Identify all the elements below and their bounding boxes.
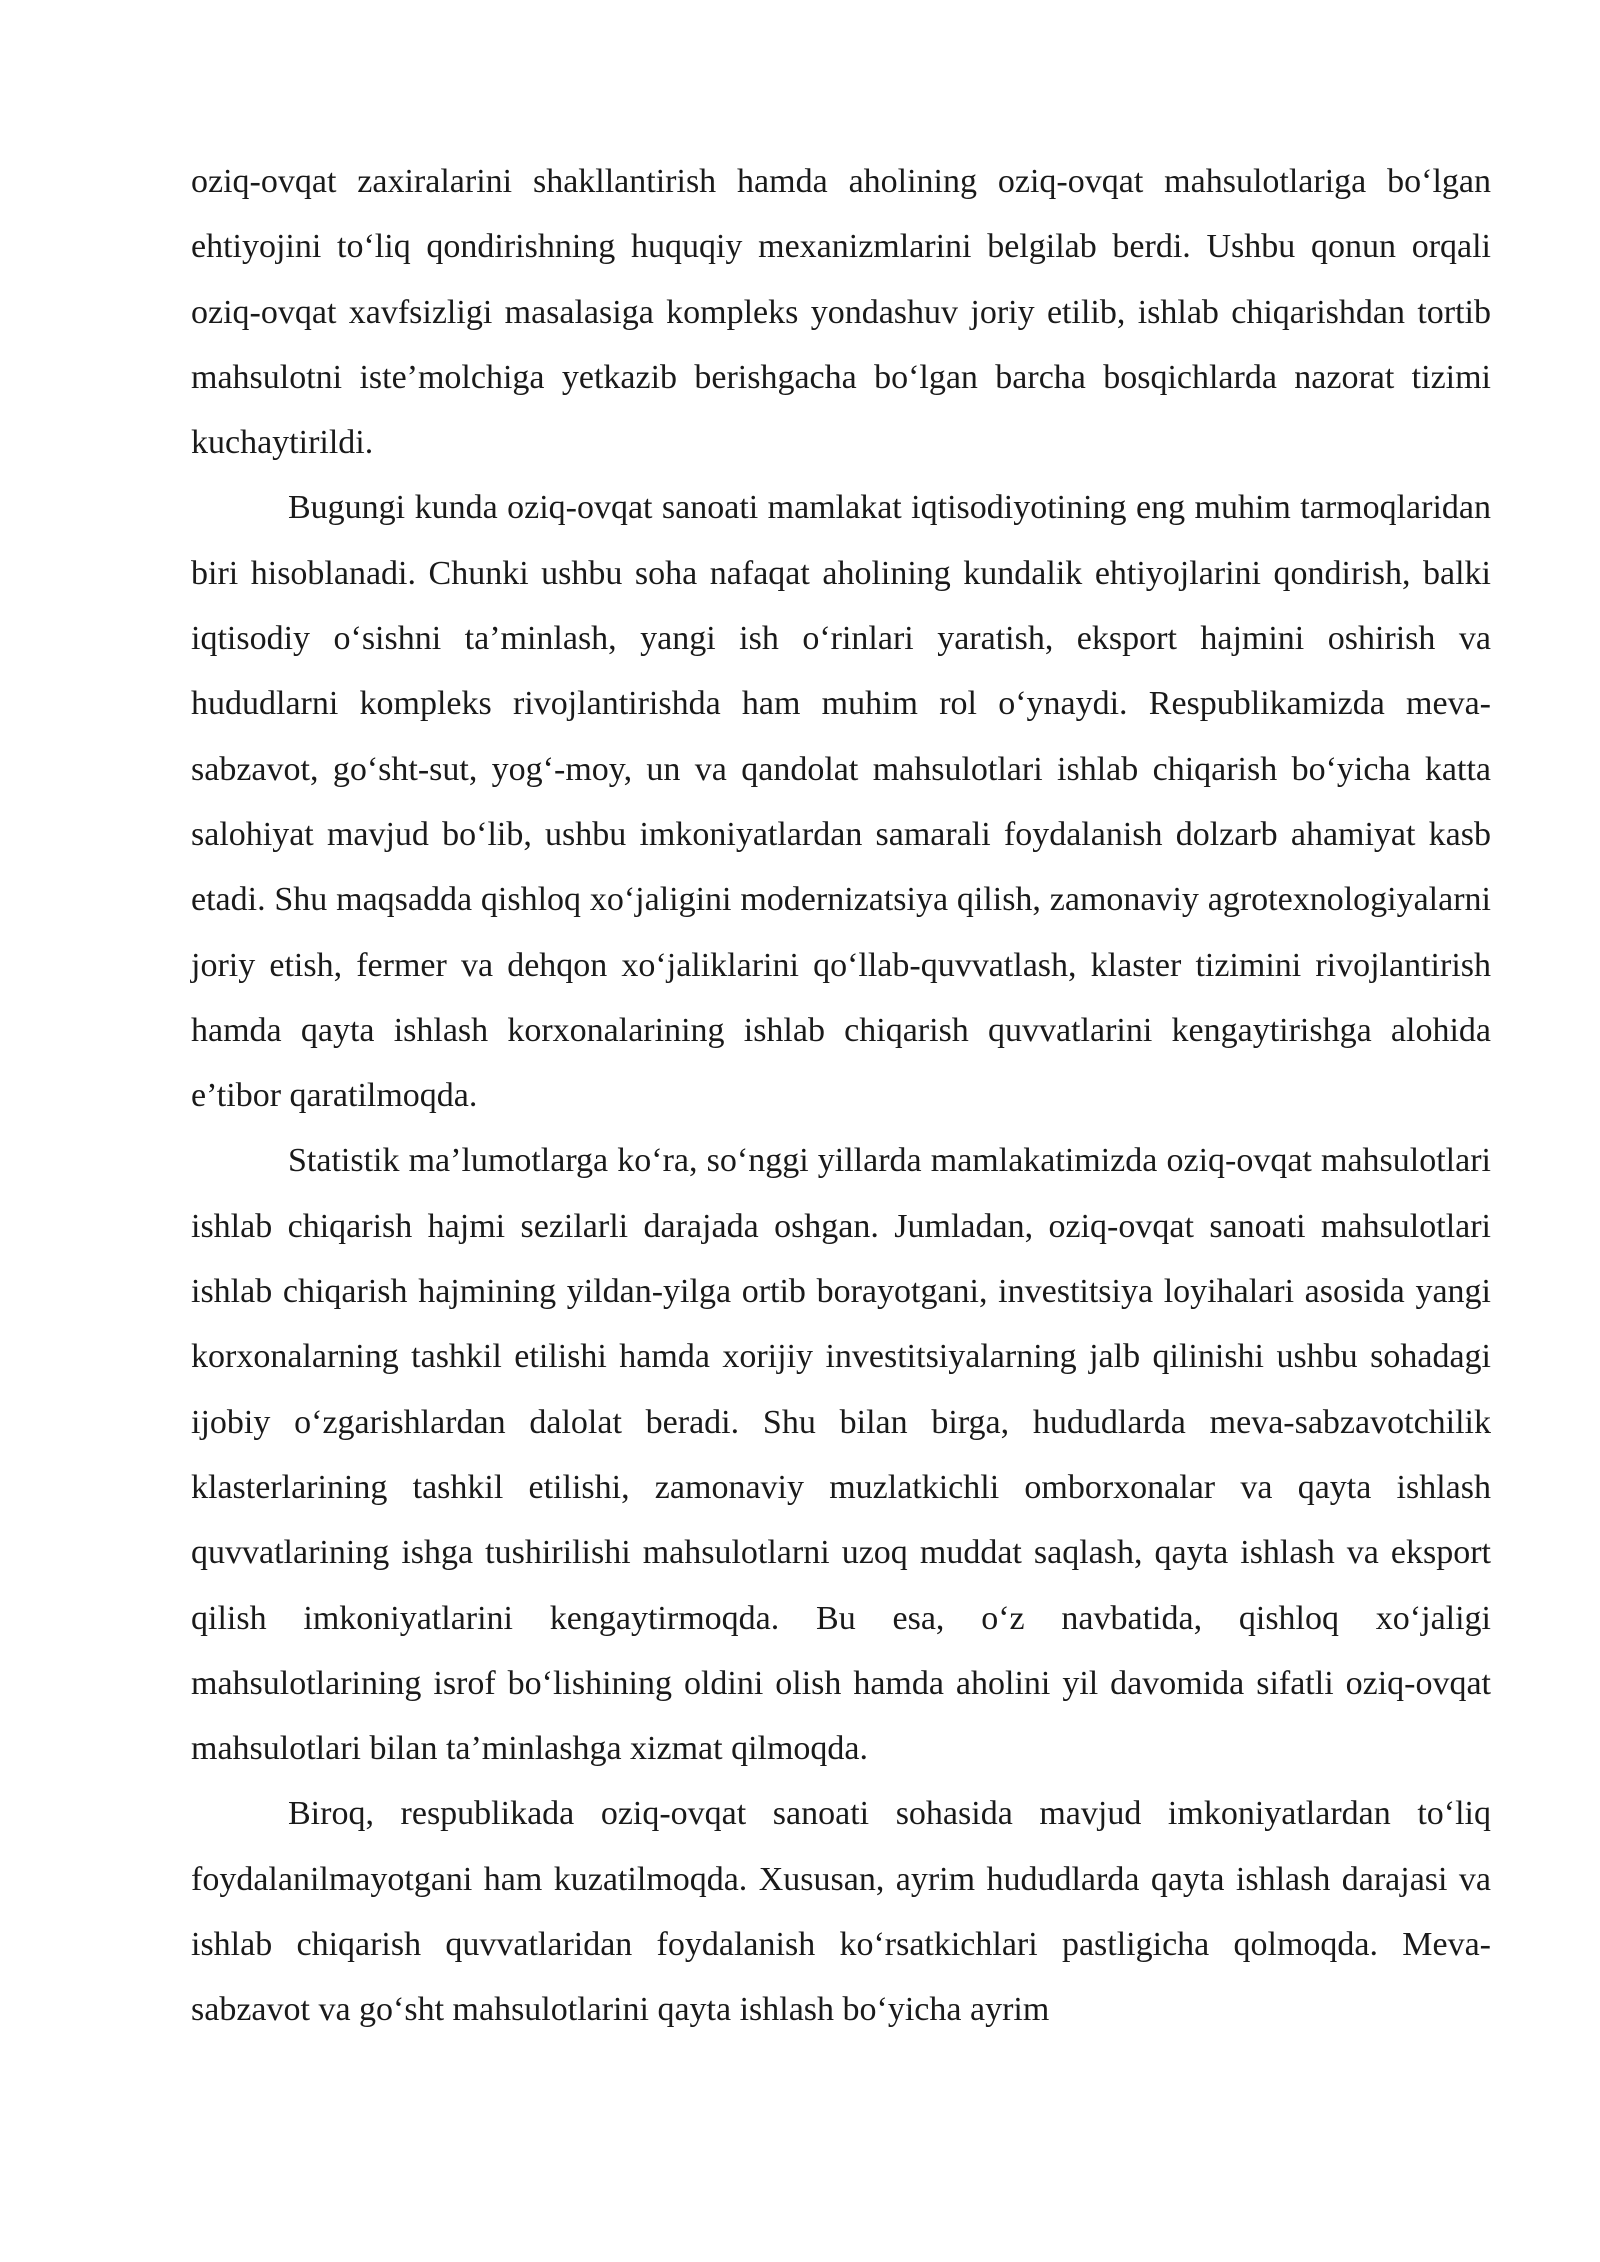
document-body <box>191 149 1491 2043</box>
paragraph-challenges: Biroq, respublikada oziq-ovqat sanoati sohasida mavjud imkoniyatlardan to‘liq foydalanilmayotgani ham kuzatilmoqda. Xususan, ayrim hududlarda qayta ishlash darajasi va ishlab chiqarish quvvatlaridan foydalanish ko‘rsatkichlari pastligicha qolmoqda. Meva-sabzavot va go‘sht mahsulotlarini qayta ishlash bo‘yicha ayrim <box>191 1795 1491 2029</box>
paragraph-food-industry: Bugungi kunda oziq-ovqat sanoati mamlakat iqtisodiyotining eng muhim tarmoqlaridan biri hisoblanadi. Chunki ushbu soha nafaqat aholining kundalik ehtiyojlarini qondirish, balki iqtisodiy o‘sishni ta’minlash, yangi ish o‘rinlari yaratish, eksport hajmini oshirish va hududlarni kompleks rivojlantirishda ham muhim rol o‘ynaydi. Respublikamizda meva-sabzavot, go‘sht-sut, yog‘-moy, un va qandolat mahsulotlari ishlab chiqarish bo‘yicha katta salohiyat mavjud bo‘lib, ushbu imkoniyatlardan samarali foydalanish dolzarb ahamiyat kasb etadi. Shu maqsadda qishloq xo‘jaligini modernizatsiya qilish, zamonaviy agrotexnologiyalarni joriy etish, fermer va dehqon xo‘jaliklarini qo‘llab-quvvatlash, klaster tizimini rivojlantirish hamda qayta ishlash korxonalarining ishlab chiqarish quvvatlarini kengaytirishga alohida e’tibor qaratilmoqda. <box>191 489 1491 1115</box>
paragraph-statistics: Statistik ma’lumotlarga ko‘ra, so‘nggi yillarda mamlakatimizda oziq-ovqat mahsulotlari ishlab chiqarish hajmi sezilarli darajada oshgan. Jumladan, oziq-ovqat sanoati mahsulotlari ishlab chiqarish hajmining yildan-yilga ortib borayotgani, investitsiya loyihalari asosida yangi korxonalarning tashkil etilishi hamda xorijiy investitsiyalarning jalb qilinishi ushbu sohadagi ijobiy o‘zgarishlardan dalolat beradi. Shu bilan birga, hududlarda meva-sabzavotchilik klasterlarining tashkil etilishi, zamonaviy muzlatkichli omborxonalar va qayta ishlash quvvatlarining ishga tushirilishi mahsulotlarni uzoq muddat saqlash, qayta ishlash va eksport qilish imkoniyatlarini kengaytirmoqda. Bu esa, o‘z navbatida, qishloq xo‘jaligi mahsulotlarining isrof bo‘lishining oldini olish hamda aholini yil davomida sifatli oziq-ovqat mahsulotlari bilan ta’minlashga xizmat qilmoqda. <box>191 1142 1491 1768</box>
paragraph-continued: oziq-ovqat zaxiralarini shakllantirish hamda aholining oziq-ovqat mahsulotlariga bo‘lgan ehtiyojini to‘liq qondirishning huquqiy mexanizmlarini belgilab berdi. Ushbu qonun orqali oziq-ovqat xavfsizligi masalasiga kompleks yondashuv joriy etilib, ishlab chiqarishdan tortib mahsulotni iste’molchiga yetkazib berishgacha bo‘lgan barcha bosqichlarda nazorat tizimi kuchaytirildi. <box>191 163 1491 462</box>
